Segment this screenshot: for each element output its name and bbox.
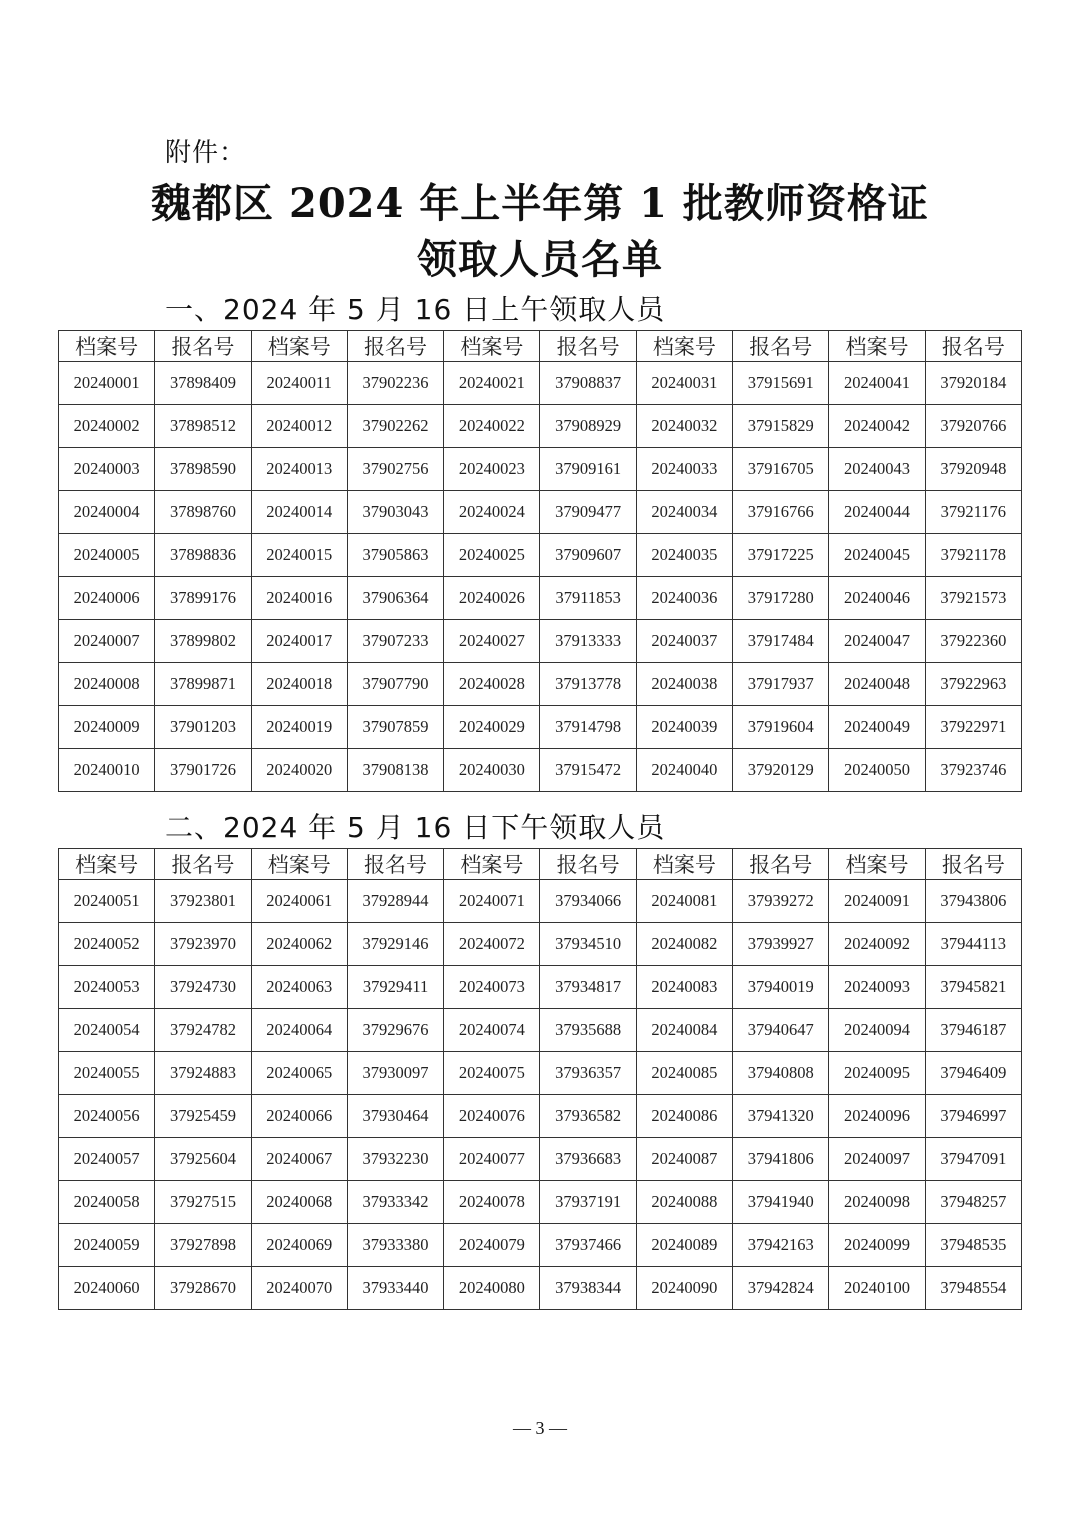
archive-number-cell: 20240035	[636, 534, 732, 577]
registration-number-cell: 37898836	[155, 534, 251, 577]
column-header: 报名号	[155, 331, 251, 362]
registration-number-cell: 37922963	[925, 663, 1021, 706]
registration-number-cell: 37905863	[347, 534, 443, 577]
column-header: 报名号	[540, 331, 636, 362]
roster-table-morning	[58, 330, 1022, 792]
registration-number-cell: 37915472	[540, 749, 636, 792]
archive-number-cell: 20240051	[59, 880, 155, 923]
registration-number-cell: 37921176	[925, 491, 1021, 534]
table-row	[59, 1009, 1022, 1052]
archive-number-cell: 20240034	[636, 491, 732, 534]
table-row	[59, 448, 1022, 491]
attachment-label: 附件：	[165, 138, 247, 168]
archive-number-cell: 20240006	[59, 577, 155, 620]
archive-number-cell: 20240089	[636, 1224, 732, 1267]
archive-number-cell: 20240030	[444, 749, 540, 792]
archive-number-cell: 20240038	[636, 663, 732, 706]
archive-number-cell: 20240014	[251, 491, 347, 534]
archive-number-cell: 20240029	[444, 706, 540, 749]
registration-number-cell: 37942824	[733, 1267, 829, 1310]
archive-number-cell: 20240027	[444, 620, 540, 663]
registration-number-cell: 37907790	[347, 663, 443, 706]
archive-number-cell: 20240020	[251, 749, 347, 792]
registration-number-cell: 37908929	[540, 405, 636, 448]
document-subtitle: 领取人员名单	[417, 236, 663, 283]
archive-number-cell: 20240061	[251, 880, 347, 923]
table-row	[59, 1224, 1022, 1267]
archive-number-cell: 20240077	[444, 1138, 540, 1181]
column-header: 档案号	[636, 849, 732, 880]
archive-number-cell: 20240022	[444, 405, 540, 448]
archive-number-cell: 20240043	[829, 448, 925, 491]
archive-number-cell: 20240033	[636, 448, 732, 491]
registration-number-cell: 37898409	[155, 362, 251, 405]
archive-number-cell: 20240078	[444, 1181, 540, 1224]
archive-number-cell: 20240052	[59, 923, 155, 966]
archive-number-cell: 20240019	[251, 706, 347, 749]
column-header: 档案号	[829, 331, 925, 362]
table-row	[59, 1138, 1022, 1181]
archive-number-cell: 20240055	[59, 1052, 155, 1095]
archive-number-cell: 20240016	[251, 577, 347, 620]
archive-number-cell: 20240017	[251, 620, 347, 663]
archive-number-cell: 20240096	[829, 1095, 925, 1138]
archive-number-cell: 20240003	[59, 448, 155, 491]
table-row	[59, 1095, 1022, 1138]
archive-number-cell: 20240093	[829, 966, 925, 1009]
column-header: 报名号	[925, 331, 1021, 362]
archive-number-cell: 20240074	[444, 1009, 540, 1052]
registration-number-cell: 37924730	[155, 966, 251, 1009]
table-row	[59, 1052, 1022, 1095]
registration-number-cell: 37915829	[733, 405, 829, 448]
archive-number-cell: 20240002	[59, 405, 155, 448]
archive-number-cell: 20240032	[636, 405, 732, 448]
archive-number-cell: 20240039	[636, 706, 732, 749]
archive-number-cell: 20240010	[59, 749, 155, 792]
registration-number-cell: 37936683	[540, 1138, 636, 1181]
page-number: — 3 —	[513, 1418, 567, 1438]
archive-number-cell: 20240065	[251, 1052, 347, 1095]
column-header: 档案号	[444, 849, 540, 880]
archive-number-cell: 20240023	[444, 448, 540, 491]
registration-number-cell: 37901203	[155, 706, 251, 749]
archive-number-cell: 20240073	[444, 966, 540, 1009]
registration-number-cell: 37946997	[925, 1095, 1021, 1138]
registration-number-cell: 37937191	[540, 1181, 636, 1224]
registration-number-cell: 37937466	[540, 1224, 636, 1267]
archive-number-cell: 20240021	[444, 362, 540, 405]
archive-number-cell: 20240076	[444, 1095, 540, 1138]
archive-number-cell: 20240009	[59, 706, 155, 749]
registration-number-cell: 37924782	[155, 1009, 251, 1052]
registration-number-cell: 37948535	[925, 1224, 1021, 1267]
archive-number-cell: 20240080	[444, 1267, 540, 1310]
archive-number-cell: 20240031	[636, 362, 732, 405]
archive-number-cell: 20240048	[829, 663, 925, 706]
registration-number-cell: 37898590	[155, 448, 251, 491]
column-header: 报名号	[347, 331, 443, 362]
archive-number-cell: 20240095	[829, 1052, 925, 1095]
registration-number-cell: 37935688	[540, 1009, 636, 1052]
registration-number-cell: 37909607	[540, 534, 636, 577]
archive-number-cell: 20240046	[829, 577, 925, 620]
archive-number-cell: 20240005	[59, 534, 155, 577]
archive-number-cell: 20240086	[636, 1095, 732, 1138]
archive-number-cell: 20240040	[636, 749, 732, 792]
table-row	[59, 577, 1022, 620]
registration-number-cell: 37929146	[347, 923, 443, 966]
archive-number-cell: 20240049	[829, 706, 925, 749]
registration-number-cell: 37898760	[155, 491, 251, 534]
registration-number-cell: 37933440	[347, 1267, 443, 1310]
column-header: 档案号	[444, 331, 540, 362]
registration-number-cell: 37936357	[540, 1052, 636, 1095]
archive-number-cell: 20240026	[444, 577, 540, 620]
registration-number-cell: 37946187	[925, 1009, 1021, 1052]
column-header: 报名号	[347, 849, 443, 880]
registration-number-cell: 37933380	[347, 1224, 443, 1267]
archive-number-cell: 20240099	[829, 1224, 925, 1267]
archive-number-cell: 20240083	[636, 966, 732, 1009]
table-row	[59, 534, 1022, 577]
archive-number-cell: 20240047	[829, 620, 925, 663]
column-header: 报名号	[925, 849, 1021, 880]
registration-number-cell: 37947091	[925, 1138, 1021, 1181]
registration-number-cell: 37939272	[733, 880, 829, 923]
registration-number-cell: 37928944	[347, 880, 443, 923]
registration-number-cell: 37934510	[540, 923, 636, 966]
table-row	[59, 1267, 1022, 1310]
registration-number-cell: 37927515	[155, 1181, 251, 1224]
registration-number-cell: 37915691	[733, 362, 829, 405]
registration-number-cell: 37945821	[925, 966, 1021, 1009]
archive-number-cell: 20240018	[251, 663, 347, 706]
archive-number-cell: 20240081	[636, 880, 732, 923]
registration-number-cell: 37941940	[733, 1181, 829, 1224]
registration-number-cell: 37930097	[347, 1052, 443, 1095]
archive-number-cell: 20240088	[636, 1181, 732, 1224]
archive-number-cell: 20240036	[636, 577, 732, 620]
archive-number-cell: 20240062	[251, 923, 347, 966]
registration-number-cell: 37922971	[925, 706, 1021, 749]
archive-number-cell: 20240097	[829, 1138, 925, 1181]
archive-number-cell: 20240058	[59, 1181, 155, 1224]
registration-number-cell: 37899871	[155, 663, 251, 706]
registration-number-cell: 37932230	[347, 1138, 443, 1181]
section-heading-morning: 一、2024 年 5 月 16 日上午领取人员	[165, 293, 666, 326]
archive-number-cell: 20240059	[59, 1224, 155, 1267]
registration-number-cell: 37920129	[733, 749, 829, 792]
registration-number-cell: 37923970	[155, 923, 251, 966]
registration-number-cell: 37929676	[347, 1009, 443, 1052]
section-heading-afternoon: 二、2024 年 5 月 16 日下午领取人员	[165, 811, 666, 844]
registration-number-cell: 37928670	[155, 1267, 251, 1310]
registration-number-cell: 37941806	[733, 1138, 829, 1181]
roster-table-afternoon	[58, 848, 1022, 1310]
registration-number-cell: 37948554	[925, 1267, 1021, 1310]
archive-number-cell: 20240056	[59, 1095, 155, 1138]
archive-number-cell: 20240068	[251, 1181, 347, 1224]
table-row	[59, 1181, 1022, 1224]
registration-number-cell: 37940808	[733, 1052, 829, 1095]
archive-number-cell: 20240085	[636, 1052, 732, 1095]
column-header: 报名号	[540, 849, 636, 880]
table-row	[59, 405, 1022, 448]
archive-number-cell: 20240100	[829, 1267, 925, 1310]
registration-number-cell: 37925459	[155, 1095, 251, 1138]
registration-number-cell: 37920766	[925, 405, 1021, 448]
registration-number-cell: 37939927	[733, 923, 829, 966]
archive-number-cell: 20240011	[251, 362, 347, 405]
registration-number-cell: 37940647	[733, 1009, 829, 1052]
registration-number-cell: 37916766	[733, 491, 829, 534]
column-header: 报名号	[155, 849, 251, 880]
archive-number-cell: 20240075	[444, 1052, 540, 1095]
registration-number-cell: 37936582	[540, 1095, 636, 1138]
archive-number-cell: 20240054	[59, 1009, 155, 1052]
registration-number-cell: 37942163	[733, 1224, 829, 1267]
archive-number-cell: 20240024	[444, 491, 540, 534]
registration-number-cell: 37917280	[733, 577, 829, 620]
table-row	[59, 620, 1022, 663]
archive-number-cell: 20240087	[636, 1138, 732, 1181]
registration-number-cell: 37916705	[733, 448, 829, 491]
registration-number-cell: 37941320	[733, 1095, 829, 1138]
archive-number-cell: 20240064	[251, 1009, 347, 1052]
table-row	[59, 749, 1022, 792]
archive-number-cell: 20240008	[59, 663, 155, 706]
table-row	[59, 966, 1022, 1009]
archive-number-cell: 20240042	[829, 405, 925, 448]
registration-number-cell: 37911853	[540, 577, 636, 620]
column-header: 档案号	[636, 331, 732, 362]
archive-number-cell: 20240060	[59, 1267, 155, 1310]
registration-number-cell: 37908138	[347, 749, 443, 792]
registration-number-cell: 37913333	[540, 620, 636, 663]
archive-number-cell: 20240069	[251, 1224, 347, 1267]
column-header: 报名号	[733, 849, 829, 880]
table-header-row	[59, 849, 1022, 880]
archive-number-cell: 20240015	[251, 534, 347, 577]
archive-number-cell: 20240001	[59, 362, 155, 405]
archive-number-cell: 20240070	[251, 1267, 347, 1310]
archive-number-cell: 20240091	[829, 880, 925, 923]
document-title: 魏都区 2024 年上半年第 1 批教师资格证	[151, 180, 929, 227]
archive-number-cell: 20240057	[59, 1138, 155, 1181]
archive-number-cell: 20240098	[829, 1181, 925, 1224]
archive-number-cell: 20240053	[59, 966, 155, 1009]
column-header: 档案号	[251, 849, 347, 880]
archive-number-cell: 20240028	[444, 663, 540, 706]
registration-number-cell: 37923801	[155, 880, 251, 923]
registration-number-cell: 37920184	[925, 362, 1021, 405]
registration-number-cell: 37917484	[733, 620, 829, 663]
registration-number-cell: 37908837	[540, 362, 636, 405]
registration-number-cell: 37902236	[347, 362, 443, 405]
table-row	[59, 362, 1022, 405]
registration-number-cell: 37927898	[155, 1224, 251, 1267]
table-row	[59, 706, 1022, 749]
registration-number-cell: 37907233	[347, 620, 443, 663]
archive-number-cell: 20240063	[251, 966, 347, 1009]
column-header: 档案号	[59, 849, 155, 880]
archive-number-cell: 20240007	[59, 620, 155, 663]
table-row	[59, 923, 1022, 966]
registration-number-cell: 37903043	[347, 491, 443, 534]
registration-number-cell: 37901726	[155, 749, 251, 792]
registration-number-cell: 37934066	[540, 880, 636, 923]
registration-number-cell: 37899802	[155, 620, 251, 663]
registration-number-cell: 37898512	[155, 405, 251, 448]
registration-number-cell: 37919604	[733, 706, 829, 749]
archive-number-cell: 20240045	[829, 534, 925, 577]
archive-number-cell: 20240025	[444, 534, 540, 577]
table-header-row	[59, 331, 1022, 362]
archive-number-cell: 20240090	[636, 1267, 732, 1310]
registration-number-cell: 37921573	[925, 577, 1021, 620]
archive-number-cell: 20240079	[444, 1224, 540, 1267]
archive-number-cell: 20240041	[829, 362, 925, 405]
column-header: 档案号	[829, 849, 925, 880]
archive-number-cell: 20240037	[636, 620, 732, 663]
registration-number-cell: 37899176	[155, 577, 251, 620]
registration-number-cell: 37907859	[347, 706, 443, 749]
table-row	[59, 491, 1022, 534]
registration-number-cell: 37946409	[925, 1052, 1021, 1095]
archive-number-cell: 20240044	[829, 491, 925, 534]
registration-number-cell: 37925604	[155, 1138, 251, 1181]
archive-number-cell: 20240082	[636, 923, 732, 966]
registration-number-cell: 37930464	[347, 1095, 443, 1138]
column-header: 档案号	[59, 331, 155, 362]
registration-number-cell: 37943806	[925, 880, 1021, 923]
registration-number-cell: 37902262	[347, 405, 443, 448]
archive-number-cell: 20240066	[251, 1095, 347, 1138]
archive-number-cell: 20240092	[829, 923, 925, 966]
table-row	[59, 880, 1022, 923]
archive-number-cell: 20240072	[444, 923, 540, 966]
registration-number-cell: 37938344	[540, 1267, 636, 1310]
archive-number-cell: 20240067	[251, 1138, 347, 1181]
registration-number-cell: 37933342	[347, 1181, 443, 1224]
registration-number-cell: 37923746	[925, 749, 1021, 792]
registration-number-cell: 37914798	[540, 706, 636, 749]
column-header: 报名号	[733, 331, 829, 362]
registration-number-cell: 37924883	[155, 1052, 251, 1095]
archive-number-cell: 20240071	[444, 880, 540, 923]
archive-number-cell: 20240094	[829, 1009, 925, 1052]
archive-number-cell: 20240012	[251, 405, 347, 448]
archive-number-cell: 20240013	[251, 448, 347, 491]
archive-number-cell: 20240050	[829, 749, 925, 792]
registration-number-cell: 37948257	[925, 1181, 1021, 1224]
registration-number-cell: 37944113	[925, 923, 1021, 966]
registration-number-cell: 37909477	[540, 491, 636, 534]
registration-number-cell: 37913778	[540, 663, 636, 706]
registration-number-cell: 37906364	[347, 577, 443, 620]
registration-number-cell: 37917937	[733, 663, 829, 706]
registration-number-cell: 37922360	[925, 620, 1021, 663]
registration-number-cell: 37909161	[540, 448, 636, 491]
archive-number-cell: 20240084	[636, 1009, 732, 1052]
registration-number-cell: 37920948	[925, 448, 1021, 491]
registration-number-cell: 37934817	[540, 966, 636, 1009]
registration-number-cell: 37902756	[347, 448, 443, 491]
table-row	[59, 663, 1022, 706]
column-header: 档案号	[251, 331, 347, 362]
registration-number-cell: 37917225	[733, 534, 829, 577]
registration-number-cell: 37940019	[733, 966, 829, 1009]
registration-number-cell: 37921178	[925, 534, 1021, 577]
archive-number-cell: 20240004	[59, 491, 155, 534]
registration-number-cell: 37929411	[347, 966, 443, 1009]
